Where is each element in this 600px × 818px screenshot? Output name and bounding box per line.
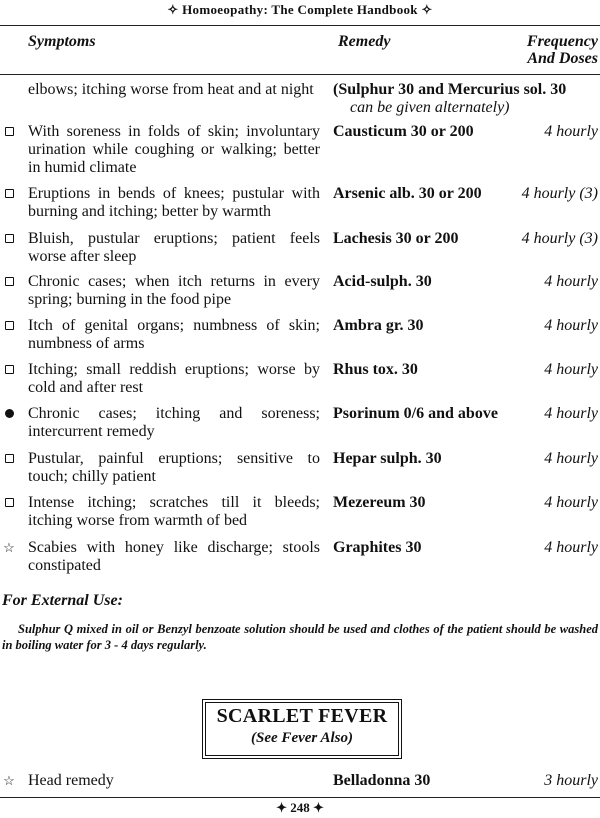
symptom-text: With soreness in folds of skin; involuntary urination while coughing or walking; better in humid climate (28, 123, 320, 176)
frequency-text: 4 hourly (544, 539, 598, 556)
filled-dot-bullet-icon (2, 407, 16, 421)
table-header-rule (0, 74, 600, 75)
page-number: ✦ 248 ✦ (276, 800, 324, 815)
frequency-text: 4 hourly (544, 123, 598, 140)
checkbox-bullet-icon (2, 187, 16, 201)
symptom-text: Head remedy (28, 772, 114, 789)
star-bullet-icon: ☆ (3, 540, 15, 555)
symptom-text: Scabies with honey like discharge; stools constipated (28, 539, 320, 574)
section-title: SCARLET FEVER (216, 705, 388, 727)
symptom-text: Chronic cases; itching and soreness; intercurrent remedy (28, 405, 320, 440)
checkbox-bullet-icon (2, 452, 16, 466)
remedy-text: Psorinum 0/6 and above (333, 405, 498, 422)
remedy-text: Arsenic alb. 30 or 200 (333, 185, 482, 202)
remedy-text: Belladonna 30 (333, 772, 431, 789)
section-title-box (205, 702, 399, 756)
symptom-text: Eruptions in bends of knees; pustular with burning and itching; better by warmth (28, 185, 320, 220)
remedy-text: Mezereum 30 (333, 494, 426, 511)
external-use-heading: For External Use: (2, 592, 123, 609)
col-header-frequency: Frequency And Doses (526, 33, 598, 67)
symptom-text: Pustular, painful eruptions; sensitive to touch; chilly patient (28, 450, 320, 485)
frequency-text: 4 hourly (3) (521, 230, 598, 247)
remedy-text: Ambra gr. 30 (333, 317, 424, 334)
checkbox-bullet-icon (2, 232, 16, 246)
col-header-remedy: Remedy (338, 33, 391, 50)
remedy-text: Graphites 30 (333, 539, 422, 556)
symptom-text: Itch of genital organs; numbness of skin; numbness of arms (28, 317, 320, 352)
remedy-text: Hepar sulph. 30 (333, 450, 442, 467)
remedy-text: (Sulphur 30 and Mercurius sol. 30 (333, 81, 567, 98)
symptom-text: elbows; itching worse from heat and at night (28, 81, 314, 98)
running-header: ✧ Homoeopathy: The Complete Handbook ✧ (167, 2, 433, 17)
col-header-symptoms: Symptoms (28, 33, 96, 50)
frequency-text: 4 hourly (544, 450, 598, 467)
checkbox-bullet-icon (2, 496, 16, 510)
checkbox-bullet-icon (2, 275, 16, 289)
frequency-text: 4 hourly (544, 317, 598, 334)
frequency-text: 4 hourly (3) (521, 185, 598, 202)
external-use-note: Sulphur Q mixed in oil or Benzyl benzoate solution should be used and clothes of the patient should be washed in boiling water for 3 - 4 days regularly. (2, 622, 598, 652)
remedy-text: Causticum 30 or 200 (333, 123, 474, 140)
checkbox-bullet-icon (2, 319, 16, 333)
checkbox-bullet-icon (2, 125, 16, 139)
remedy-note: can be given alternately) (350, 99, 510, 116)
footer-rule (0, 797, 600, 798)
frequency-text: 4 hourly (544, 494, 598, 511)
symptom-text: Intense itching; scratches till it bleeds; itching worse from warmth of bed (28, 494, 320, 529)
remedy-text: Lachesis 30 or 200 (333, 230, 459, 247)
symptom-text: Chronic cases; when itch returns in every spring; burning in the food pipe (28, 273, 320, 308)
header-rule (0, 25, 600, 26)
symptom-text: Bluish, pustular eruptions; patient feels worse after sleep (28, 230, 320, 265)
checkbox-bullet-icon (2, 363, 16, 377)
section-subtitle: (See Fever Also) (251, 730, 353, 746)
frequency-text: 4 hourly (544, 361, 598, 378)
symptom-text: Itching; small reddish eruptions; worse by cold and after rest (28, 361, 320, 396)
frequency-text: 3 hourly (544, 772, 598, 789)
remedy-text: Acid-sulph. 30 (333, 273, 432, 290)
remedy-text: Rhus tox. 30 (333, 361, 418, 378)
frequency-text: 4 hourly (544, 405, 598, 422)
frequency-text: 4 hourly (544, 273, 598, 290)
star-bullet-icon: ☆ (3, 773, 15, 788)
